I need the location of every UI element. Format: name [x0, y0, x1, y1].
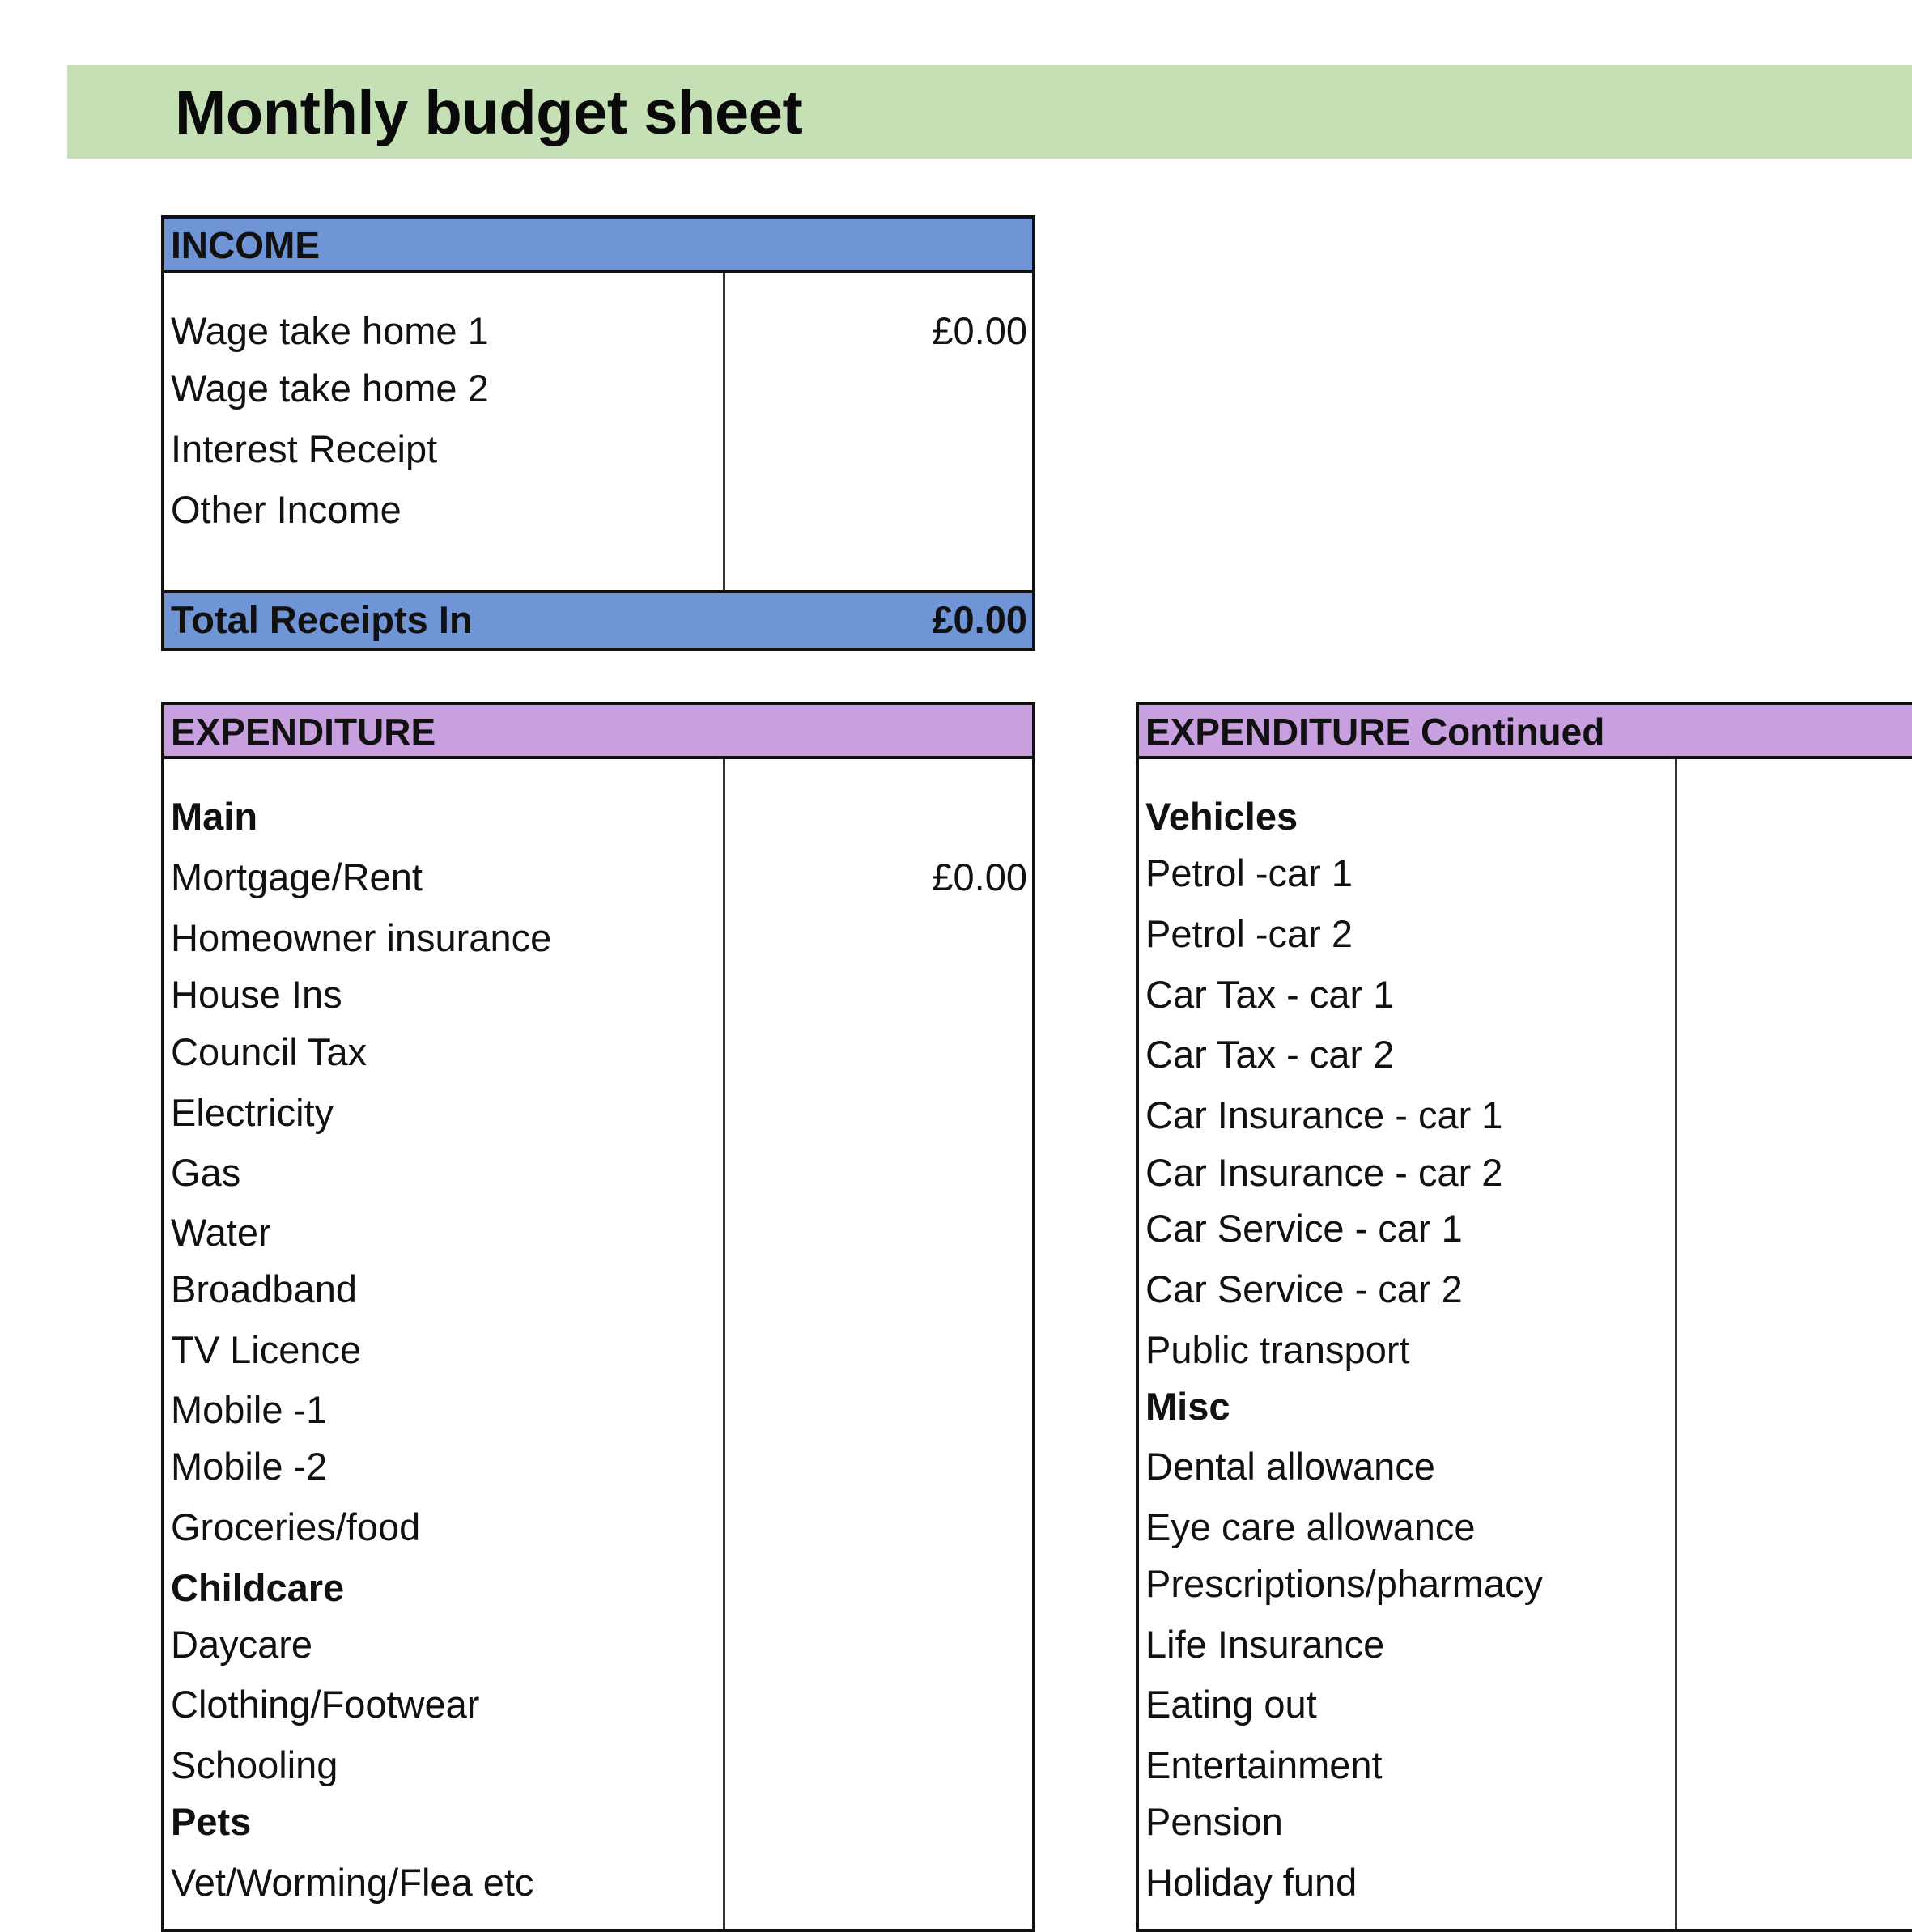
expenditure-row-label: Electricity	[171, 1091, 334, 1134]
expenditure-row-label: House Ins	[171, 973, 342, 1016]
expenditure-continued-section-heading: Misc	[1145, 1385, 1230, 1428]
expenditure-continued-row-label: Car Service - car 2	[1145, 1267, 1463, 1310]
expenditure-row-label: Mobile -2	[171, 1445, 328, 1488]
expenditure-continued-row-label: Eye care allowance	[1145, 1505, 1476, 1548]
expenditure-continued-row-label: Dental allowance	[1145, 1445, 1435, 1488]
income-row-label: Wage take home 1	[171, 309, 489, 352]
expenditure-row-label: Mobile -1	[171, 1388, 328, 1431]
expenditure-section-heading: Pets	[171, 1800, 252, 1843]
expenditure-continued-row-label: Petrol -car 1	[1145, 851, 1353, 894]
expenditure-row-label: Clothing/Footwear	[171, 1683, 480, 1726]
income-row-label: Wage take home 2	[171, 367, 489, 410]
expenditure-continued-section-heading: Vehicles	[1145, 795, 1298, 838]
expenditure-continued-row-label: Car Tax - car 1	[1145, 973, 1395, 1016]
expenditure-continued-table	[1136, 702, 1912, 1932]
income-row-value[interactable]: £0.00	[932, 309, 1027, 352]
expenditure-row-label: Water	[171, 1211, 271, 1254]
income-total-label: Total Receipts In	[171, 598, 473, 641]
expenditure-continued-row-label: Petrol -car 2	[1145, 912, 1353, 955]
expenditure-continued-row-label: Pension	[1145, 1800, 1283, 1843]
expenditure-section-heading: Main	[171, 795, 258, 838]
title-band	[67, 65, 1912, 159]
expenditure-continued-row-label: Car Tax - car 2	[1145, 1033, 1395, 1076]
expenditure-continued-header: EXPENDITURE Continued	[1139, 705, 1912, 759]
income-header: INCOME	[164, 219, 1032, 273]
expenditure-row-label: Mortgage/Rent	[171, 856, 423, 898]
expenditure-row-label: Vet/Worming/Flea etc	[171, 1861, 534, 1904]
expenditure-continued-row-label: Life Insurance	[1145, 1623, 1385, 1666]
expenditure-continued-row-label: Entertainment	[1145, 1743, 1383, 1786]
expenditure-row-label: TV Licence	[171, 1328, 362, 1371]
expenditure-continued-row-label: Car Insurance - car 1	[1145, 1093, 1503, 1136]
expenditure-column-divider	[723, 759, 725, 1929]
expenditure-continued-row-label: Prescriptions/pharmacy	[1145, 1562, 1544, 1605]
expenditure-continued-row-label: Car Service - car 1	[1145, 1207, 1463, 1250]
expenditure-row-label: Daycare	[171, 1623, 313, 1666]
expenditure-continued-row-label: Car Insurance - car 2	[1145, 1151, 1503, 1194]
expenditure-section-heading: Childcare	[171, 1566, 345, 1609]
income-total-row	[164, 590, 1032, 648]
expenditure-continued-column-divider	[1675, 759, 1677, 1929]
income-total-value: £0.00	[932, 598, 1027, 641]
income-table	[161, 215, 1035, 651]
income-row-label: Other Income	[171, 488, 402, 531]
expenditure-row-label: Council Tax	[171, 1030, 368, 1073]
expenditure-header: EXPENDITURE	[164, 705, 1032, 759]
expenditure-continued-row-label: Eating out	[1145, 1683, 1317, 1726]
expenditure-row-label: Gas	[171, 1151, 241, 1194]
expenditure-row-label: Broadband	[171, 1267, 357, 1310]
expenditure-row-label: Groceries/food	[171, 1505, 421, 1548]
expenditure-row-label: Homeowner insurance	[171, 916, 552, 959]
income-row-label: Interest Receipt	[171, 427, 438, 470]
expenditure-row-label: Schooling	[171, 1743, 338, 1786]
expenditure-continued-row-label: Holiday fund	[1145, 1861, 1358, 1904]
expenditure-table	[161, 702, 1035, 1932]
page-title: Monthly budget sheet	[175, 79, 803, 147]
expenditure-continued-row-label: Public transport	[1145, 1328, 1410, 1371]
expenditure-row-value[interactable]: £0.00	[932, 856, 1027, 898]
